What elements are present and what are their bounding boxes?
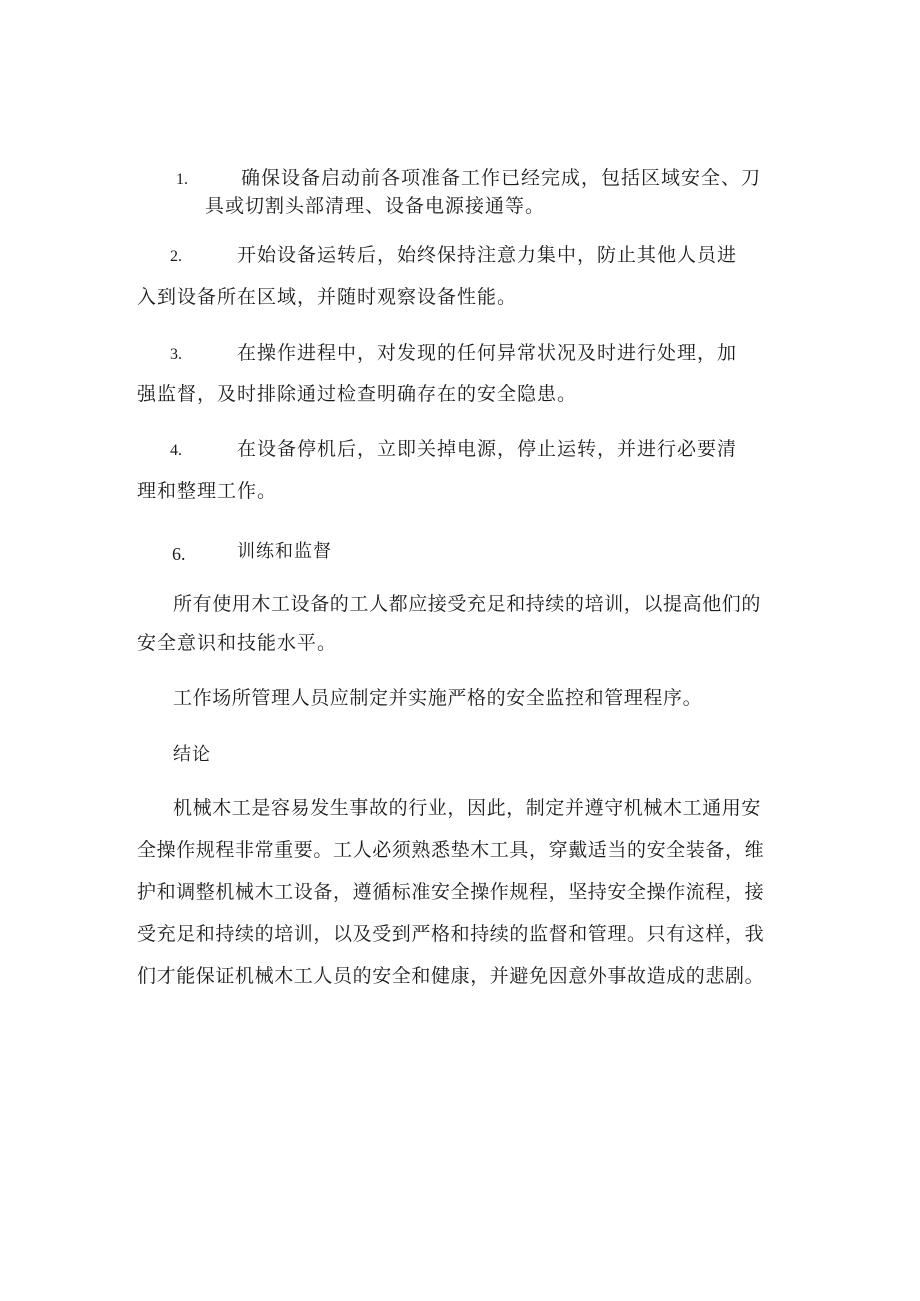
section-6-paragraph-2: 工作场所管理人员应制定并实施严格的安全监控和管理程序。 (173, 687, 703, 709)
conclusion-line-5: 们才能保证机械木工人员的安全和健康，并避免因意外事故造成的悲剧。 (137, 965, 765, 987)
item-4-line-1: 在设备停机后，立即关掉电源，停止运转，并进行必要清 (237, 438, 738, 460)
section-6-paragraph-1-line-1: 所有使用木工设备的工人都应接受充足和持续的培训，以提高他们的 (173, 593, 762, 615)
item-4-number: 4. (170, 442, 182, 459)
conclusion-line-1: 机械木工是容易发生事故的行业，因此，制定并遵守机械木工通用安 (173, 797, 762, 819)
section-6-heading: 训练和监督 (237, 541, 332, 562)
conclusion-heading: 结论 (173, 744, 211, 765)
conclusion-line-3: 护和调整机械木工设备，遵循标准安全操作规程，坚持安全操作流程，接 (137, 881, 765, 903)
conclusion-line-2: 全操作规程非常重要。工人必须熟悉垫木工具，穿戴适当的安全装备，维 (137, 839, 765, 861)
section-6-paragraph-1-line-2: 安全意识和技能水平。 (137, 632, 338, 654)
item-2-number: 2. (170, 248, 182, 265)
item-2-line-2: 入到设备所在区域，并随时观察设备性能。 (137, 286, 518, 308)
item-3-line-2: 强监督，及时排除通过检查明确存在的安全隐患。 (137, 383, 578, 405)
item-1-line-2: 具或切割头部清理、设备电源接通等。 (205, 195, 546, 217)
item-1-number: 1. (176, 171, 188, 188)
item-2-line-1: 开始设备运转后，始终保持注意力集中，防止其他人员进 (237, 244, 738, 266)
conclusion-line-4: 受充足和持续的培训，以及受到严格和持续的监督和管理。只有这样，我 (137, 923, 765, 945)
item-1-line-1: 确保设备启动前各项准备工作已经完成，包括区域安全、刀 (241, 167, 762, 189)
item-4-line-2: 理和整理工作。 (137, 480, 278, 502)
item-3-number: 3. (170, 346, 182, 363)
section-6-number: 6. (172, 544, 186, 564)
item-3-line-1: 在操作进程中，对发现的任何异常状况及时进行处理，加 (237, 342, 738, 364)
